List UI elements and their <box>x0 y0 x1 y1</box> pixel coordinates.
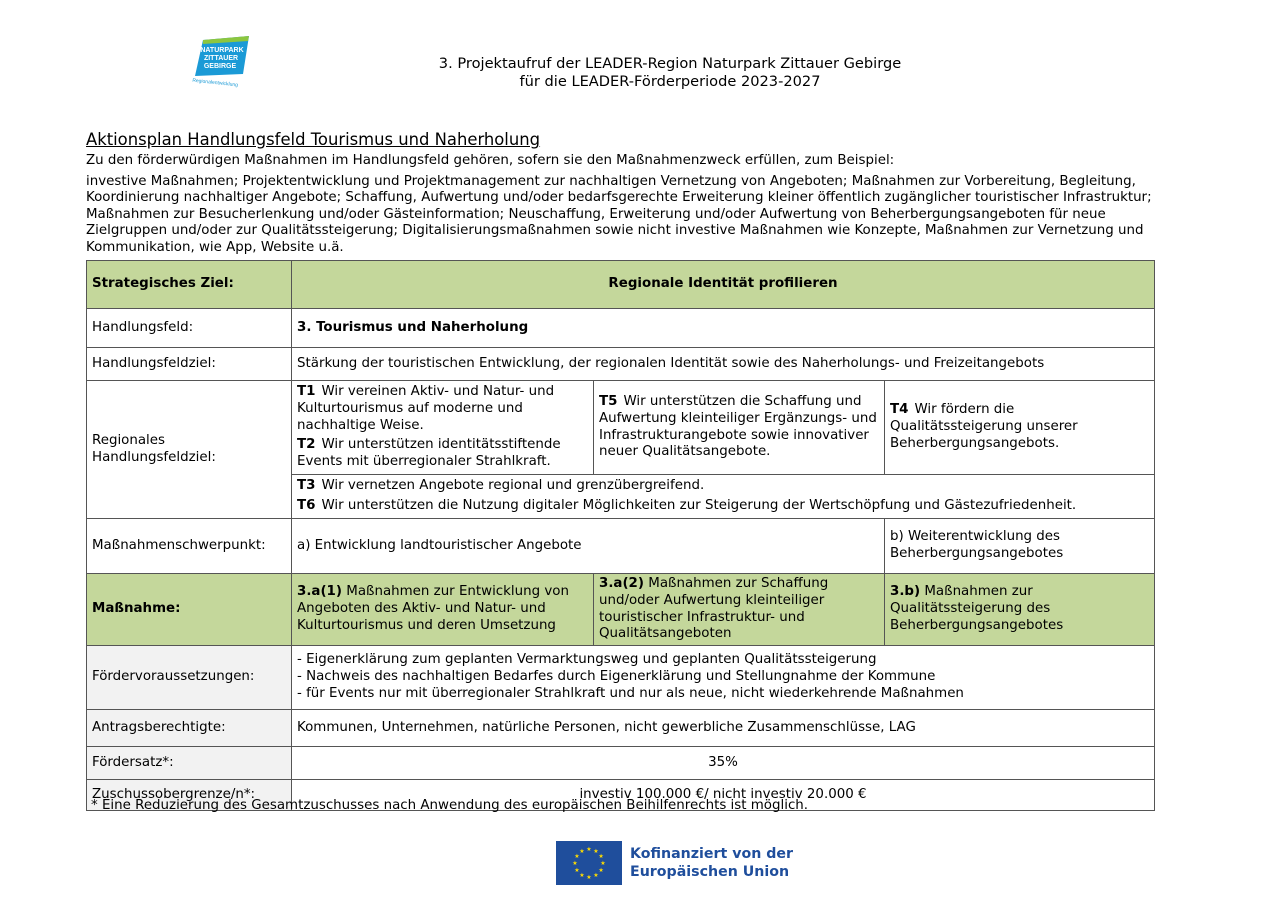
header-line-1: 3. Projektaufruf der LEADER-Region Naturpark Zittauer Gebirge <box>438 55 902 72</box>
eu-text <box>630 845 793 881</box>
goal-t1 <box>297 384 588 434</box>
goal-t6 <box>297 498 1149 515</box>
strategic-goal-label: Strategisches Ziel: <box>87 261 292 309</box>
eu-star-icon: ★ <box>598 867 604 874</box>
goal-t3 <box>297 478 1149 495</box>
row-requirements <box>87 646 1155 710</box>
requirement-item: - für Events nur mit überregionaler Strahlkraft und nur als neue, nicht wiederkehrende Maßnahmen <box>297 685 964 701</box>
regional-goal-label: Regionales Handlungsfeldziel: <box>87 381 292 519</box>
goal-t4-text: Wir fördern die Qualitätssteigerung unserer Beherbergungsangebots. <box>890 402 1078 451</box>
measure-3a1-text: Maßnahmen zur Entwicklung von Angeboten des Aktiv- und Natur- und Kulturtourismus und deren Umsetzung <box>297 584 569 633</box>
goal-t5-cell <box>594 381 885 475</box>
intro-text <box>86 153 1176 256</box>
eu-star-icon: ★ <box>572 860 578 867</box>
row-regional-goals <box>87 381 1155 475</box>
goal-t3-text: Wir vernetzen Angebote regional und grenzübergreifend. <box>321 478 705 494</box>
goal-t2 <box>297 437 588 471</box>
measure-label: Maßnahme: <box>87 574 292 646</box>
grant-cap-value: investiv 100.000 €/ nicht investiv 20.000 € <box>292 780 1155 811</box>
goal-t2-text: Wir unterstützen identitätsstiftende Events mit überregionaler Strahlkraft. <box>297 437 561 470</box>
measure-3a2-code: 3.a(2) <box>599 576 644 591</box>
focus-label: Maßnahmenschwerpunkt: <box>87 519 292 574</box>
focus-b: b) Weiterentwicklung des Beherbergungsangebotes <box>885 519 1155 574</box>
naturpark-logo <box>189 32 253 88</box>
eu-star-icon: ★ <box>574 867 580 874</box>
eu-text-line-1: Kofinanziert von der <box>630 846 794 862</box>
funding-rate-label: Fördersatz*: <box>87 747 292 780</box>
eu-star-icon: ★ <box>598 853 604 860</box>
goal-t5-code: T5 <box>599 394 618 409</box>
eu-star-icon: ★ <box>593 847 599 855</box>
section-title: Aktionsplan Handlungsfeld Tourismus und Naherholung <box>86 130 541 149</box>
field-value: 3. Tourismus und Naherholung <box>292 309 1155 348</box>
eu-flag-icon <box>556 841 622 885</box>
intro-paragraph-2: investive Maßnahmen; Projektentwicklung und Projektmanagement zur nachhaltigen Vernetzung von Angeboten; Maßnahmen zur Vorbereitung, Begleitung, Koordinierung nachhaltiger Angebote; Schaffung, Aufwertung und/oder bedarfsgerechte Erweiterung kleiner öffentlich zugänglicher touristischer Infrastruktur; Maßnahmen zur Besucherlenkung und/oder Gästeinformation; Neuschaffung, Erweiterung und/oder Aufwertung von Beherbergungsangeboten für neue Zielgruppen und/oder zur Qualitätssteigerung; Digitalisierungsmaßnahmen sowie nicht investive Maßnahmen wie Konzepte, Maßnahmen zur Vernetzung und Kommunikation, wie App, Website u.ä. <box>86 173 1152 255</box>
grant-cap-label: Zuschussobergrenze/n*: <box>87 780 292 811</box>
field-goal-label: Handlungsfeldziel: <box>87 348 292 381</box>
svg-text:Regionalentwicklung: Regionalentwicklung <box>191 77 239 88</box>
eu-star-icon: ★ <box>593 872 599 880</box>
requirement-item: - Nachweis des nachhaltigen Bedarfes durch Eigenerklärung und Stellungnahme der Kommune <box>297 669 936 685</box>
row-focus <box>87 519 1155 574</box>
measure-3a1-code: 3.a(1) <box>297 584 342 600</box>
measure-3a2-text: Maßnahmen zur Schaffung und/oder Aufwertung kleinteiliger touristischer Infrastruktur- und Qualitätsangeboten <box>599 576 829 642</box>
eu-text-line-2: Europäischen Union <box>630 864 790 880</box>
eu-star-icon: ★ <box>586 874 592 881</box>
field-goal-value: Stärkung der touristischen Entwicklung, der regionalen Identität sowie des Naherholungs- und Freizeitangebots <box>292 348 1155 381</box>
goal-t1-text: Wir vereinen Aktiv- und Natur- und Kulturtourismus auf moderne und nachhaltige Weise. <box>297 384 555 433</box>
document-header <box>340 55 1000 91</box>
eu-star-icon: ★ <box>586 846 592 853</box>
intro-paragraph-1: Zu den förderwürdigen Maßnahmen im Handlungsfeld gehören, sofern sie den Maßnahmenzweck erfüllen, zum Beispiel: <box>86 153 895 168</box>
goal-t4-cell <box>885 381 1155 475</box>
eu-star-icon: ★ <box>574 853 580 860</box>
svg-text:NATURPARK: NATURPARK <box>200 47 244 54</box>
svg-text:ZITTAUER: ZITTAUER <box>203 55 239 62</box>
row-field-goal <box>87 348 1155 381</box>
action-plan-table <box>86 260 1155 811</box>
goal-t1-t2-cell <box>292 381 594 475</box>
goal-t4 <box>890 402 1149 452</box>
goal-t5 <box>599 394 879 461</box>
measure-3b <box>885 574 1155 646</box>
eu-star-icon: ★ <box>579 847 585 855</box>
goal-t1-code: T1 <box>297 384 316 400</box>
svg-text:GEBIRGE: GEBIRGE <box>203 63 237 70</box>
goal-t3-t6-cell <box>292 475 1155 519</box>
eu-star-icon: ★ <box>600 860 606 867</box>
requirements-label: Fördervoraussetzungen: <box>87 646 292 710</box>
strategic-goal-value: Regionale Identität profilieren <box>292 261 1155 309</box>
measure-3a2 <box>594 574 885 646</box>
funding-rate-value: 35% <box>292 747 1155 780</box>
header-line-2: für die LEADER-Förderperiode 2023-2027 <box>519 73 821 90</box>
applicants-label: Antragsberechtigte: <box>87 710 292 747</box>
focus-a: a) Entwicklung landtouristischer Angebote <box>292 519 885 574</box>
goal-t6-code: T6 <box>297 498 316 513</box>
row-applicants <box>87 710 1155 747</box>
eu-cofinancing-logo <box>556 841 793 885</box>
measure-3b-code: 3.b) <box>890 584 921 600</box>
applicants-value: Kommunen, Unternehmen, natürliche Personen, nicht gewerbliche Zusammenschlüsse, LAG <box>292 710 1155 747</box>
goal-t2-code: T2 <box>297 437 316 453</box>
measure-3a1 <box>292 574 594 646</box>
row-funding-rate <box>87 747 1155 780</box>
field-label: Handlungsfeld: <box>87 309 292 348</box>
row-strategic-goal <box>87 261 1155 309</box>
requirement-item: - Eigenerklärung zum geplanten Vermarktungsweg und geplanten Qualitätssteigerung <box>297 652 877 668</box>
goal-t4-code: T4 <box>890 402 909 418</box>
eu-star-icon: ★ <box>579 872 585 880</box>
row-measure <box>87 574 1155 646</box>
footnote: * Eine Reduzierung des Gesamtzuschusses nach Anwendung des europäischen Beihilfenrechts ist möglich. <box>91 798 809 813</box>
goal-t3-code: T3 <box>297 478 316 494</box>
measure-3b-text: Maßnahmen zur Qualitätssteigerung des Beherbergungsangebotes <box>890 584 1064 633</box>
row-field <box>87 309 1155 348</box>
requirements-value <box>292 646 1155 710</box>
goal-t5-text: Wir unterstützen die Schaffung und Aufwertung kleinteiliger Ergänzungs- und Infrastrukturangebote sowie innovativer neuer Qualitätsangebote. <box>599 394 877 460</box>
goal-t6-text: Wir unterstützen die Nutzung digitaler Möglichkeiten zur Steigerung der Wertschöpfung und Gästezufriedenheit. <box>321 498 1077 513</box>
